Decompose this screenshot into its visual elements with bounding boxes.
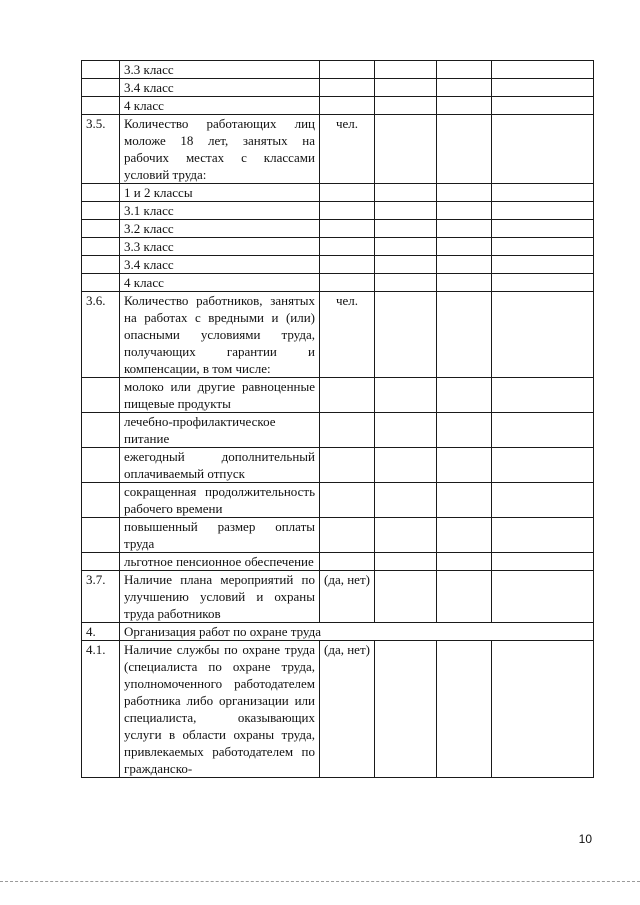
value-cell (437, 274, 492, 292)
value-cell (375, 518, 437, 553)
value-cell (375, 256, 437, 274)
value-cell (437, 97, 492, 115)
table-row (82, 518, 594, 553)
unit-cell (320, 61, 375, 79)
indicator-name: 3.4 класс (120, 256, 320, 274)
value-cell (492, 238, 594, 256)
table-row (82, 202, 594, 220)
value-cell (437, 184, 492, 202)
table-row (82, 571, 594, 623)
value-cell (375, 238, 437, 256)
value-cell (375, 79, 437, 97)
indicator-name: Наличие службы по охране труда (специалиста по охране труда, уполномоченного работодателем работника либо организации или специалиста, оказывающих услуги в области охраны труда, привлекаемых работодателем по гражданско- (120, 641, 320, 778)
value-cell (375, 274, 437, 292)
value-cell (492, 256, 594, 274)
unit-cell: чел. (320, 115, 375, 184)
table-row (82, 274, 594, 292)
indicator-name: 4 класс (120, 274, 320, 292)
unit-cell: чел. (320, 292, 375, 378)
value-cell (437, 553, 492, 571)
indicator-name: сокращенная продолжительность рабочего времени (120, 483, 320, 518)
row-number (82, 97, 120, 115)
value-cell (492, 378, 594, 413)
table-row (82, 483, 594, 518)
row-number (82, 518, 120, 553)
indicator-name: 4 класс (120, 97, 320, 115)
value-cell (375, 220, 437, 238)
value-cell (437, 571, 492, 623)
value-cell (492, 571, 594, 623)
indicator-name: Количество работающих лиц моложе 18 лет, занятых на рабочих местах с классами условий труда: (120, 115, 320, 184)
unit-cell: (да, нет) (320, 641, 375, 778)
row-number (82, 448, 120, 483)
table-row (82, 641, 594, 778)
unit-cell (320, 553, 375, 571)
unit-cell (320, 79, 375, 97)
value-cell (375, 61, 437, 79)
unit-cell (320, 97, 375, 115)
value-cell (492, 641, 594, 778)
table-row (82, 378, 594, 413)
row-number (82, 202, 120, 220)
indicator-name: Количество работников, занятых на работах с вредными и (или) опасными условиями труда, получающих гарантии и компенсации, в том числе: (120, 292, 320, 378)
row-number (82, 483, 120, 518)
value-cell (492, 483, 594, 518)
indicator-name: 3.2 класс (120, 220, 320, 238)
value-cell (492, 413, 594, 448)
row-number (82, 61, 120, 79)
unit-cell (320, 274, 375, 292)
unit-cell: (да, нет) (320, 571, 375, 623)
value-cell (437, 202, 492, 220)
row-number (82, 274, 120, 292)
row-number (82, 184, 120, 202)
table-row (82, 220, 594, 238)
indicator-name: 3.3 класс (120, 61, 320, 79)
table-row (82, 413, 594, 448)
value-cell (375, 483, 437, 518)
row-number (82, 553, 120, 571)
table-row (82, 553, 594, 571)
row-number (82, 220, 120, 238)
row-number: 3.7. (82, 571, 120, 623)
value-cell (375, 115, 437, 184)
unit-cell (320, 238, 375, 256)
row-number (82, 413, 120, 448)
value-cell (375, 553, 437, 571)
value-cell (492, 202, 594, 220)
value-cell (437, 413, 492, 448)
unit-cell (320, 448, 375, 483)
unit-cell (320, 202, 375, 220)
row-number: 3.6. (82, 292, 120, 378)
table-row (82, 448, 594, 483)
value-cell (375, 571, 437, 623)
table-row (82, 238, 594, 256)
value-cell (492, 115, 594, 184)
indicator-name: 3.1 класс (120, 202, 320, 220)
table-row (82, 61, 594, 79)
value-cell (375, 97, 437, 115)
page-number: 10 (578, 832, 592, 846)
value-cell (492, 448, 594, 483)
indicator-name: 3.3 класс (120, 238, 320, 256)
unit-cell (320, 256, 375, 274)
unit-cell (320, 483, 375, 518)
value-cell (437, 483, 492, 518)
indicator-name: лечебно-профилактическое питание (120, 413, 320, 448)
value-cell (375, 413, 437, 448)
value-cell (437, 79, 492, 97)
value-cell (437, 378, 492, 413)
scan-edge-line (0, 881, 640, 882)
table-row (82, 256, 594, 274)
row-number: 4. (82, 623, 120, 641)
indicator-name: 3.4 класс (120, 79, 320, 97)
table-row (82, 292, 594, 378)
value-cell (375, 448, 437, 483)
value-cell (492, 97, 594, 115)
value-cell (375, 641, 437, 778)
value-cell (375, 378, 437, 413)
row-number: 3.5. (82, 115, 120, 184)
table-row (82, 79, 594, 97)
value-cell (437, 641, 492, 778)
table-body (82, 61, 594, 778)
value-cell (437, 518, 492, 553)
value-cell (437, 292, 492, 378)
data-table (81, 60, 594, 778)
row-number (82, 256, 120, 274)
value-cell (437, 448, 492, 483)
unit-cell (320, 220, 375, 238)
value-cell (492, 79, 594, 97)
unit-cell (320, 413, 375, 448)
value-cell (437, 61, 492, 79)
indicator-name: Наличие плана мероприятий по улучшению условий и охраны труда работников (120, 571, 320, 623)
value-cell (492, 518, 594, 553)
value-cell (492, 292, 594, 378)
indicator-name: ежегодный дополнительный оплачиваемый отпуск (120, 448, 320, 483)
unit-cell (320, 378, 375, 413)
row-number (82, 378, 120, 413)
indicator-name: 1 и 2 классы (120, 184, 320, 202)
row-number: 4.1. (82, 641, 120, 778)
value-cell (492, 274, 594, 292)
value-cell (492, 184, 594, 202)
row-number (82, 238, 120, 256)
value-cell (437, 256, 492, 274)
value-cell (437, 115, 492, 184)
table-row (82, 97, 594, 115)
table-row (82, 184, 594, 202)
unit-cell (320, 184, 375, 202)
value-cell (375, 292, 437, 378)
value-cell (375, 184, 437, 202)
section-row (82, 623, 594, 641)
section-title: Организация работ по охране труда (120, 623, 594, 641)
unit-cell (320, 518, 375, 553)
value-cell (437, 220, 492, 238)
value-cell (437, 238, 492, 256)
value-cell (375, 202, 437, 220)
row-number (82, 79, 120, 97)
indicator-name: льготное пенсионное обеспечение (120, 553, 320, 571)
value-cell (492, 220, 594, 238)
table-row (82, 115, 594, 184)
indicator-name: повышенный размер оплаты труда (120, 518, 320, 553)
indicator-name: молоко или другие равноценные пищевые продукты (120, 378, 320, 413)
value-cell (492, 61, 594, 79)
value-cell (492, 553, 594, 571)
